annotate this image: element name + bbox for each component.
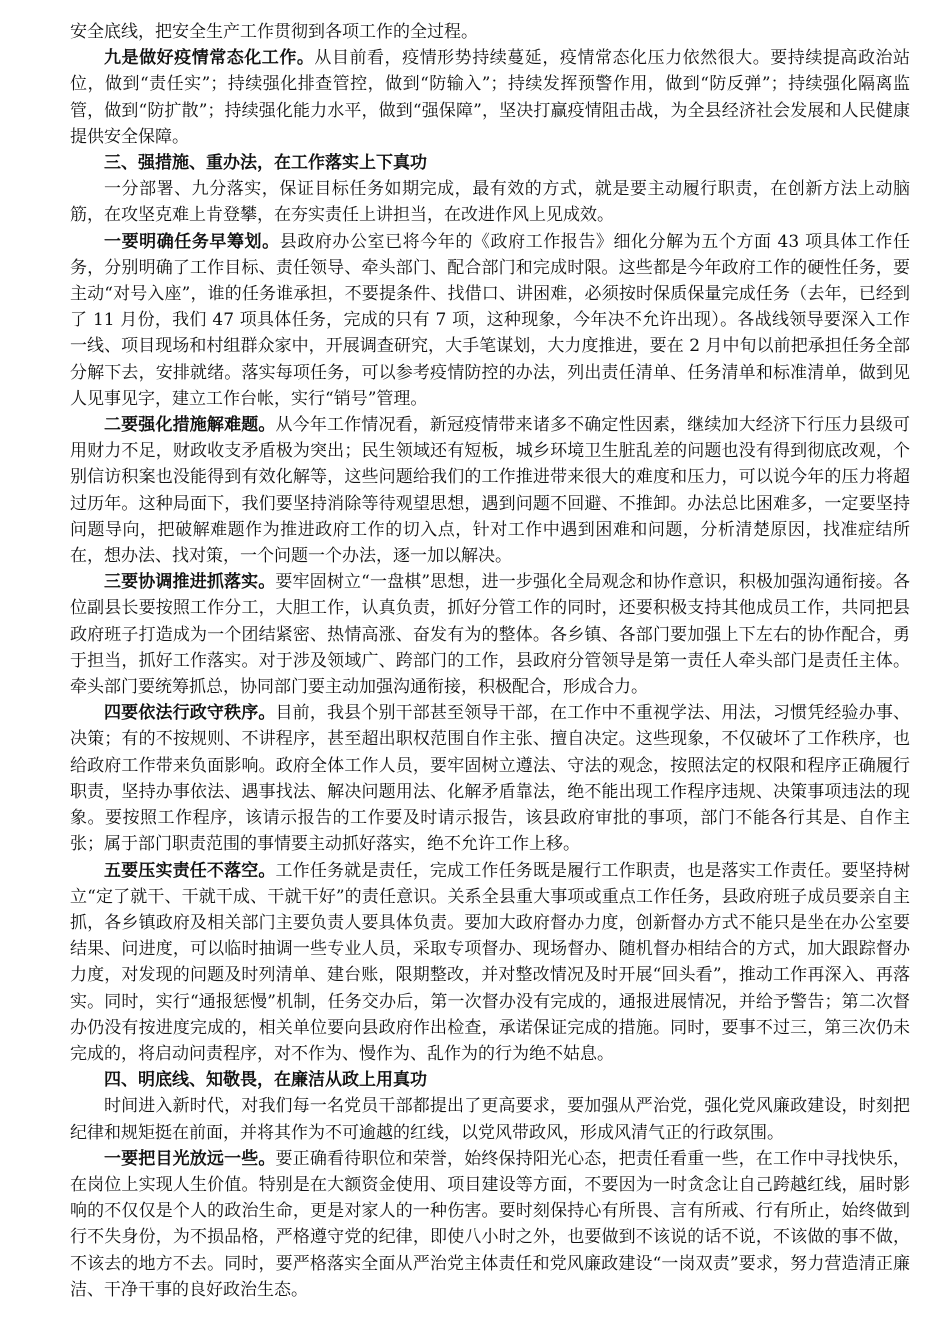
paragraph-lead: 一要明确任务早筹划。 <box>104 231 280 252</box>
paragraph-body: 要牢固树立“一盘棋”思想，进一步强化全局观念和协作意识，积极加强沟通衔接。各位副县长要按照工作分工，大胆工作，认真负责，抓好分管工作的同时，还要积极支持其他成员工作，共同把县政府班子打造成为一个团结紧密、热情高涨、奋发有为的整体。各乡镇、各部门要加强上下左右的协作配合，勇于担当，抓好工作落实。对于涉及领域广、跨部门的工作，县政府分管领导是第一责任人牵头部门是责任主体。牵头部门要统筹抓总，协同部门要主动加强沟通衔接，积极配合，形成合力。 <box>70 572 910 698</box>
paragraph-body: 从今年工作情况看，新冠疫情带来诸多不确定性因素，继续加大经济下行压力县级可用财力不足，财政收支矛盾极为突出；民生领域还有短板，城乡环境卫生脏乱差的问题也没有得到彻底改观，个别信访积案也没能得到有效化解等，这些问题给我们的工作推进带来很大的难度和压力，可以说今年的压力将超过历年。这种局面下，我们要坚持消除等待观望思想，遇到问题不回避、不推卸。办法总比困难多，一定要坚持问题导向，把破解难题作为推进政府工作的切入点，针对工作中遇到困难和问题，分析清楚原因，找准症结所在，想办法、找对策，一个问题一个办法，逐一加以解决。 <box>70 415 911 567</box>
paragraph-continuation: 安全底线，把安全生产工作贯彻到各项工作的全过程。 <box>70 22 478 42</box>
paragraph-lead: 一要把目光放远一些。 <box>104 1148 276 1169</box>
paragraph-intro-4: 时间进入新时代，对我们每一名党员干部都提出了更高要求，要加强从严治党，强化党风廉政建设，时刻把纪律和规矩挺在前面，并将其作为不可逾越的红线，以党风带政风，形成风清气正的行政氛围。 <box>70 1096 910 1143</box>
section-heading-4: 四、明底线、知敬畏，在廉洁从政上用真功 <box>104 1070 427 1091</box>
paragraph-body: 从目前看，疫情形势持续蔓延，疫情常态化压力依然很大。要持续提高政治站位，做到“责任实”；持续强化排查管控，做到“防输入”；持续发挥预警作用，做到“防反弹”；持续强化隔离监管，做到“防扩散”；持续强化能力水平，做到“强保障”，坚决打赢疫情阻击战，为全县经济社会发展和人民健康提供安全保障。 <box>70 48 911 147</box>
paragraph-long-view <box>70 1146 910 1303</box>
paragraph-body: 工作任务就是责任，完成工作任务既是履行工作职责，也是落实工作责任。要坚持树立“定了就干、干就干成、干就干好”的责任意识。关系全县重大事项或重点工作任务，县政府班子成员要亲自主抓，各乡镇政府及相关部门主要负责人要具体负责。要加大政府督办力度，创新督办方式不能只是坐在办公室要结果、问进度，可以临时抽调一些专业人员，采取专项督办、现场督办、随机督办相结合的方式，加大跟踪督办力度，对发现的问题及时列清单、建台账，限期整改，并对整改情况及时开展“回头看”，推动工作再深入、再落实。同时，实行“通报惩慢”机制，任务交办后，第一次督办没有完成的，通报进展情况，并给予警告；第二次督办仍没有按进度完成的，相关单位要向县政府作出检查，承诺保证完成的措施。同时，要事不过三，第三次仍未完成的，将启动问责程序，对不作为、慢作为、乱作为的行为绝不姑息。 <box>70 860 911 1064</box>
paragraph-lead: 三要协调推进抓落实。 <box>104 572 276 593</box>
paragraph-solve-problems <box>70 412 910 569</box>
paragraph-intro-3: 一分部署、九分落实，保证目标任务如期完成，最有效的方式，就是要主动履行职责，在创新方法上动脑筋，在攻坚克难上肯登攀，在夯实责任上讲担当，在改进作风上见成效。 <box>70 179 910 226</box>
paragraph-rule-of-law <box>70 700 910 857</box>
paragraph-body: 县政府办公室已将今年的《政府工作报告》细化分解为五个方面 43 项具体工作任务，分别明确了工作目标、责任领导、牵头部门、配合部门和完成时限。这些都是今年政府工作的硬性任务，要主动“对号入座”，谁的任务谁承担，不要提条件、找借口、讲困难，必须按时保质保量完成任务（去年，已经到了 11 月份，我们 47 项具体任务，完成的只有 7 项，这种现象，今年决不允许出现）。各战线领导要深入工作一线、项目现场和村组群众家中，开展调查研究，大手笔谋划，大力度推进，要在 2 月中旬以前把承担任务全部分解下去，安排就绪。落实每项任务，可以参考疫情防控的办法，列出责任清单、任务清单和标准清单，做到见人见事见字，建立工作台帐，实行“销号”管理。 <box>70 231 910 409</box>
paragraph-lead: 九是做好疫情常态化工作。 <box>104 48 315 69</box>
paragraph-coordination <box>70 569 910 700</box>
section-heading-3: 三、强措施、重办法，在工作落实上下真功 <box>104 153 427 174</box>
paragraph-epidemic <box>70 45 910 150</box>
paragraph-task-planning <box>70 229 910 412</box>
paragraph-body: 目前，我县个别干部甚至领导干部，在工作中不重视学法、用法，习惯凭经验办事、决策；有的不按规则、不讲程序，甚至超出职权范围自作主张、擅自决定。这些现象，不仅破坏了工作秩序，也给政府工作带来负面影响。政府全体工作人员，要牢固树立遵法、守法的观念，按照法定的权限和程序正确履行职责，坚持办事依法、遇事找法、解决问题用法、化解矛盾靠法，绝不能出现工作程序违规、决策事项违法的现象。要按照工作程序，该请示报告的工作要及时请示报告，该县政府审批的事项，部门不能各行其是、自作主张；属于部门职责范围的事情要主动抓好落实，绝不允许工作上移。 <box>70 703 911 855</box>
paragraph-lead: 五要压实责任不落空。 <box>104 860 276 881</box>
paragraph-body: 要正确看待职位和荣誉，始终保持阳光心态，把责任看重一些，在工作中寻找快乐，在岗位上实现人生价值。特别是在大额资金使用、项目建设等方面，不要因为一时贪念让自己跨越红线，届时影响的不仅仅是个人的政治生命，更是对家人的一种伤害。要时刻保持心有所畏、言有所戒、行有所止，始终做到行不失身份，为不损品格，严格遵守党的纪律，即使八小时之外，也要做到不该说的话不说，不该做的事不做，不该去的地方不去。同时，要严格落实全面从严治党主体责任和党风廉政建设“一岗双责”要求，努力营造清正廉洁、干净干事的良好政治生态。 <box>70 1148 911 1300</box>
paragraph-lead: 二要强化措施解难题。 <box>104 415 276 436</box>
document-page <box>70 19 910 1303</box>
paragraph-lead: 四要依法行政守秩序。 <box>104 703 276 724</box>
paragraph-responsibility <box>70 858 910 1068</box>
